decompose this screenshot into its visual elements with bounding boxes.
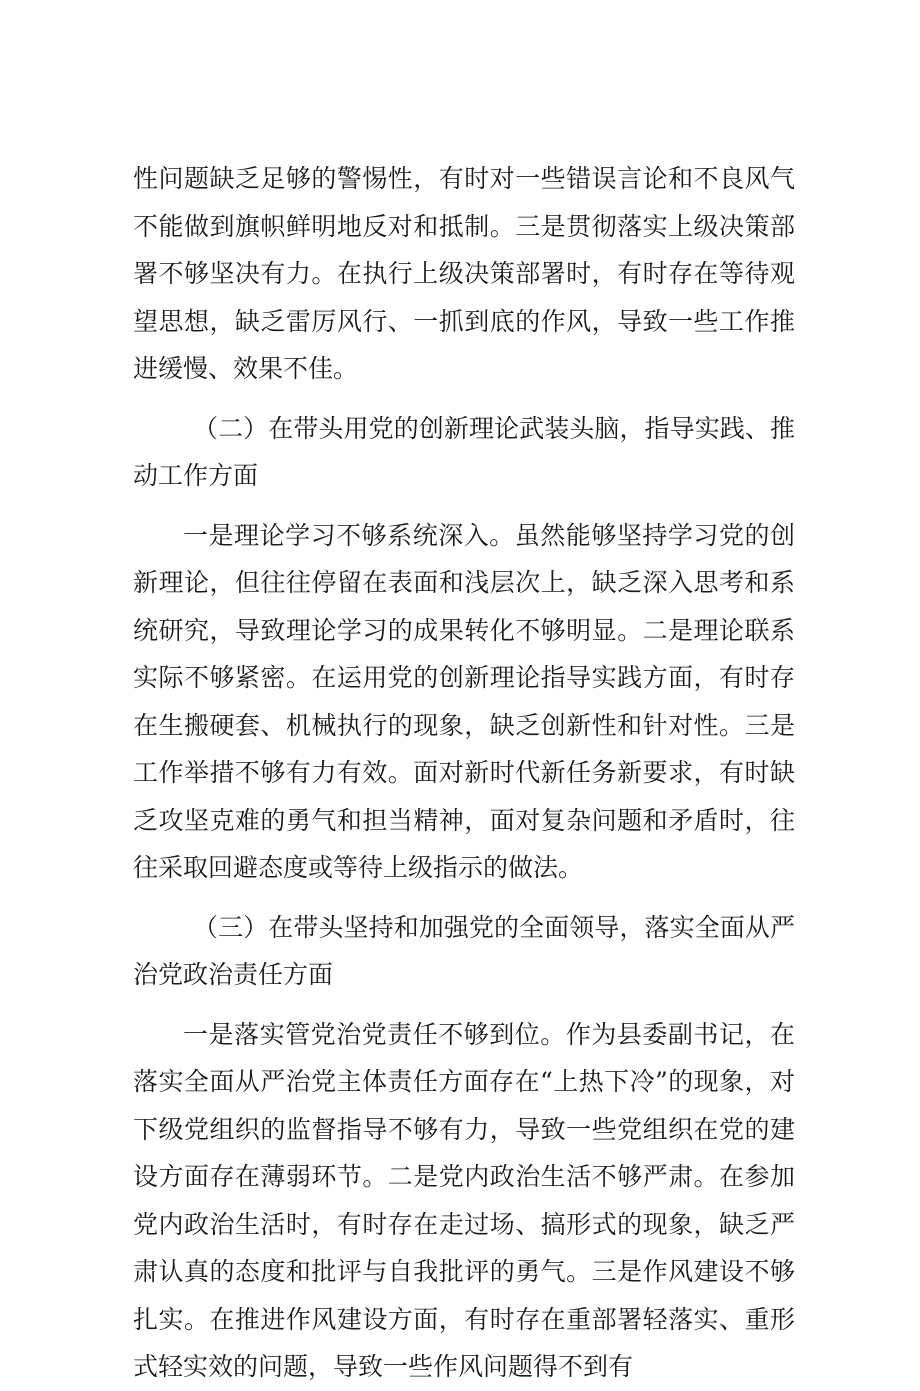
section-heading-3: （三）在带头坚持和加强党的全面领导，落实全面从严治党政治责任方面 [133,912,795,989]
paragraph-party-governance: 一是落实管党治党责任不够到位。作为县委副书记，在落实全面从严治党主体责任方面存在“上热下冷”的现象，对下级党组织的监督指导不够有力，导致一些党组织在党的建设方面存在薄弱环节。二是党内政治生活不够严肃。在参加党内政治生活时，有时存在走过场、搞形式的现象，缺乏严肃认真的态度和批评与自我批评的勇气。三是作风建设不够扎实。在推进作风建设方面，有时存在重部署轻落实、重形式轻实效的问题，导致一些作风问题得不到有 [133,1019,795,1381]
paragraph-spacer [133,999,795,1011]
section-heading-2: （二）在带头用党的创新理论武装头脑，指导实践、推动工作方面 [133,413,795,490]
paragraph-spacer [133,500,795,512]
paragraph-continuation: 性问题缺乏足够的警惕性，有时对一些错误言论和不良风气不能做到旗帜鲜明地反对和抵制。三是贯彻落实上级决策部署不够坚决有力。在执行上级决策部署时，有时存在等待观望思想，缺乏雷厉风行、一抓到底的作风，导致一些工作推进缓慢、效果不佳。 [133,164,795,383]
paragraph-spacer [133,892,795,904]
paragraph-spacer [133,393,795,405]
document-body [133,155,795,1391]
paragraph-theory-study: 一是理论学习不够系统深入。虽然能够坚持学习党的创新理论，但往往停留在表面和浅层次上，缺乏深入思考和系统研究，导致理论学习的成果转化不够明显。二是理论联系实际不够紧密。在运用党的创新理论指导实践方面，有时存在生搬硬套、机械执行的现象，缺乏创新性和针对性。三是工作举措不够有力有效。面对新时代新任务新要求，有时缺乏攻坚克难的勇气和担当精神，面对复杂问题和矛盾时，往往采取回避态度或等待上级指示的做法。 [133,520,795,882]
